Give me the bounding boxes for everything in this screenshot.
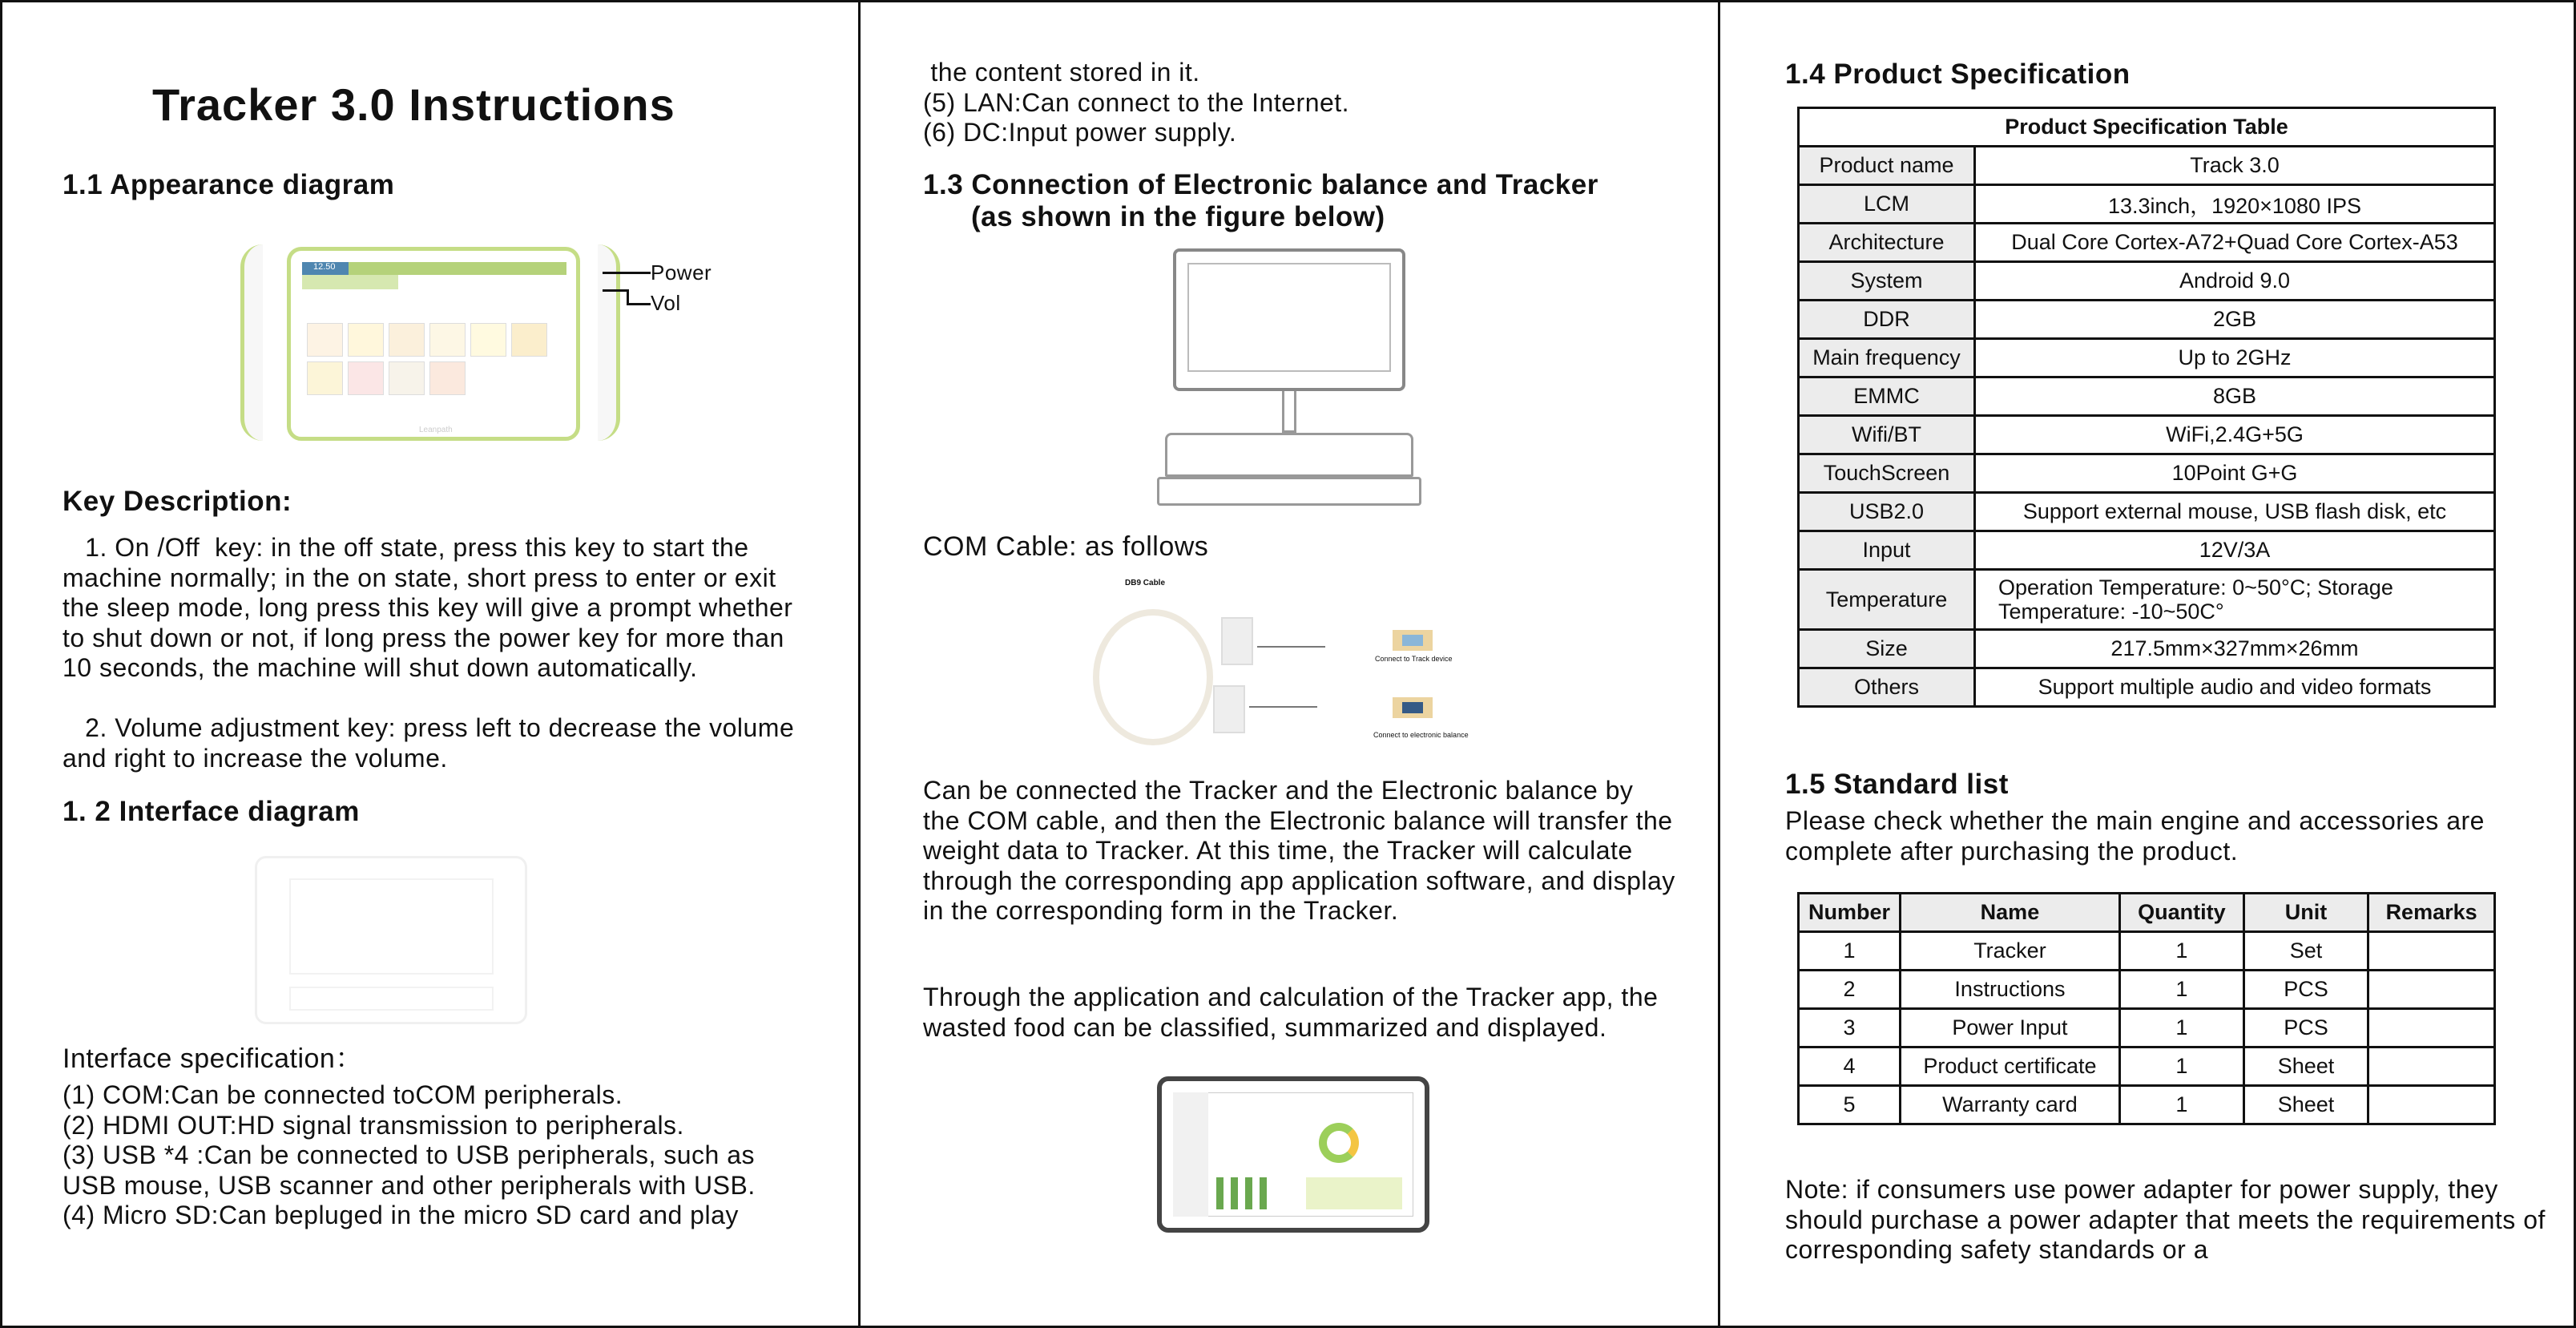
spec-value: Support external mouse, USB flash disk, etc bbox=[1975, 493, 2495, 531]
standard-list-table bbox=[1797, 892, 2496, 1125]
spec-label: Wifi/BT bbox=[1799, 416, 1975, 454]
screen-weight: 12.50 bbox=[302, 262, 349, 275]
tracker-dashboard-illustration bbox=[1157, 1076, 1429, 1233]
spec-value: Operation Temperature: 0~50°C; Storage Temperature: -10~50C° bbox=[1975, 570, 2495, 630]
spec-value: 10Point G+G bbox=[1975, 454, 2495, 493]
spec-row bbox=[1799, 185, 2495, 224]
column-3 bbox=[1720, 0, 2576, 1328]
spec-row bbox=[1799, 668, 2495, 707]
table-cell: Set bbox=[2243, 932, 2368, 971]
column-1 bbox=[0, 0, 858, 1328]
table-cell: 5 bbox=[1799, 1086, 1901, 1124]
spec-label: Size bbox=[1799, 630, 1975, 668]
spec-value: Dual Core Cortex-A72+Quad Core Cortex-A53 bbox=[1975, 224, 2495, 262]
table-row bbox=[1799, 1047, 2495, 1086]
spec-value: Android 9.0 bbox=[1975, 262, 2495, 301]
table-cell: 1 bbox=[2119, 932, 2243, 971]
column-header: Unit bbox=[2243, 894, 2368, 932]
interface-heading: 1. 2 Interface diagram bbox=[62, 796, 360, 827]
spec-label: System bbox=[1799, 262, 1975, 301]
table-cell: Sheet bbox=[2243, 1086, 2368, 1124]
spec-row bbox=[1799, 377, 2495, 416]
standard-list-intro: Please check whether the main engine and accessories are complete after purchasing the product. bbox=[1785, 806, 2485, 866]
table-cell: Warranty card bbox=[1900, 1086, 2119, 1124]
table-cell: Instructions bbox=[1900, 971, 2119, 1009]
power-label: Power bbox=[651, 260, 712, 285]
spec-value: WiFi,2.4G+5G bbox=[1975, 416, 2495, 454]
cable-label-electronic-balance: Connect to electronic balance bbox=[1373, 731, 1469, 739]
spec-row bbox=[1799, 531, 2495, 570]
interface-item: (6) DC:Input power supply. bbox=[923, 118, 1237, 147]
column-header: Quantity bbox=[2119, 894, 2243, 932]
table-cell bbox=[2368, 1047, 2495, 1086]
table-cell: 2 bbox=[1799, 971, 1901, 1009]
table-cell: Power Input bbox=[1900, 1009, 2119, 1047]
spec-value: Up to 2GHz bbox=[1975, 339, 2495, 377]
spec-value: 217.5mm×327mm×26mm bbox=[1975, 630, 2495, 668]
table-cell: PCS bbox=[2243, 971, 2368, 1009]
spec-value: 8GB bbox=[1975, 377, 2495, 416]
spec-table-title: Product Specification Table bbox=[1799, 108, 2495, 147]
table-cell bbox=[2368, 932, 2495, 971]
column-2 bbox=[861, 0, 1718, 1328]
spec-value: 13.3inch，1920×1080 IPS bbox=[1975, 185, 2495, 224]
table-cell: 1 bbox=[2119, 1047, 2243, 1086]
interface-spec-heading: Interface specification： bbox=[62, 1043, 363, 1074]
table-cell: 1 bbox=[2119, 1086, 2243, 1124]
table-cell: Tracker bbox=[1900, 932, 2119, 971]
interface-item: (2) HDMI OUT:HD signal transmission to peripherals. bbox=[62, 1110, 684, 1140]
connection-heading: 1.3 Connection of Electronic balance and Tracker bbox=[923, 169, 1598, 200]
table-cell bbox=[2368, 971, 2495, 1009]
appearance-heading: 1.1 Appearance diagram bbox=[62, 169, 395, 200]
table-cell: PCS bbox=[2243, 1009, 2368, 1047]
interface-item: the content stored in it. bbox=[923, 58, 1200, 87]
interface-item: (4) Micro SD:Can bepluged in the micro SD card and play bbox=[62, 1201, 739, 1229]
key-description-2: 2. Volume adjustment key: press left to decrease the volume and right to increase the volume. bbox=[62, 713, 802, 773]
spec-row bbox=[1799, 454, 2495, 493]
spec-value: Track 3.0 bbox=[1975, 147, 2495, 185]
table-cell bbox=[2368, 1086, 2495, 1124]
connection-paragraph-1: Can be connected the Tracker and the Electronic balance by the COM cable, and then the Electronic balance will transfer the weight data to Tracker. At this time, the Tracker will calculate through the corresponding app application software, and display in the corresponding form in the Tracker. bbox=[923, 776, 1675, 925]
spec-table bbox=[1797, 107, 2496, 708]
vol-label: Vol bbox=[651, 291, 681, 315]
column-header: Number bbox=[1799, 894, 1901, 932]
table-row bbox=[1799, 971, 2495, 1009]
spec-label: TouchScreen bbox=[1799, 454, 1975, 493]
spec-label: EMMC bbox=[1799, 377, 1975, 416]
interface-item: (3) USB *4 :Can be connected to USB peripherals, such as USB mouse, USB scanner and other peripherals with USB. bbox=[62, 1140, 756, 1200]
spec-row bbox=[1799, 301, 2495, 339]
key-description-heading: Key Description: bbox=[62, 486, 292, 517]
interface-item: (5) LAN:Can connect to the Internet. bbox=[923, 87, 1350, 117]
spec-label: Main frequency bbox=[1799, 339, 1975, 377]
brand-logo: Leanpath bbox=[419, 426, 453, 434]
table-cell: 1 bbox=[2119, 971, 2243, 1009]
spec-label: USB2.0 bbox=[1799, 493, 1975, 531]
spec-value: 2GB bbox=[1975, 301, 2495, 339]
standard-list-heading: 1.5 Standard list bbox=[1785, 769, 2009, 800]
spec-label: Architecture bbox=[1799, 224, 1975, 262]
spec-label: Others bbox=[1799, 668, 1975, 707]
com-cable-label: COM Cable: as follows bbox=[923, 531, 1209, 562]
spec-row bbox=[1799, 147, 2495, 185]
cable-label-track-device: Connect to Track device bbox=[1375, 655, 1453, 663]
interface-continued bbox=[923, 58, 1349, 148]
power-adapter-note: Note: if consumers use power adapter for power supply, they should purchase a power adapter that meets the requirements of corresponding safety standards or a bbox=[1785, 1175, 2546, 1264]
table-row bbox=[1799, 932, 2495, 971]
interface-item: (1) COM:Can be connected toCOM peripherals. bbox=[62, 1080, 623, 1109]
interface-spec-list bbox=[62, 1080, 816, 1231]
table-cell: Product certificate bbox=[1900, 1047, 2119, 1086]
spec-row bbox=[1799, 570, 2495, 630]
spec-heading: 1.4 Product Specification bbox=[1785, 59, 2131, 90]
spec-row bbox=[1799, 630, 2495, 668]
table-row bbox=[1799, 1086, 2495, 1124]
spec-value: 12V/3A bbox=[1975, 531, 2495, 570]
spec-value: Support multiple audio and video formats bbox=[1975, 668, 2495, 707]
spec-row bbox=[1799, 493, 2495, 531]
cable-title: DB9 Cable bbox=[1125, 579, 1166, 587]
spec-label: Input bbox=[1799, 531, 1975, 570]
spec-label: Product name bbox=[1799, 147, 1975, 185]
connection-heading-line2: (as shown in the figure below) bbox=[971, 201, 1385, 232]
table-cell: Sheet bbox=[2243, 1047, 2368, 1086]
document-title: Tracker 3.0 Instructions bbox=[152, 79, 675, 130]
spec-row bbox=[1799, 262, 2495, 301]
spec-row bbox=[1799, 224, 2495, 262]
table-cell: 1 bbox=[2119, 1009, 2243, 1047]
spec-label: Temperature bbox=[1799, 570, 1975, 630]
table-cell: 1 bbox=[1799, 932, 1901, 971]
spec-label: DDR bbox=[1799, 301, 1975, 339]
column-header: Name bbox=[1900, 894, 2119, 932]
table-cell: 4 bbox=[1799, 1047, 1901, 1086]
table-row bbox=[1799, 1009, 2495, 1047]
spec-label: LCM bbox=[1799, 185, 1975, 224]
spec-row bbox=[1799, 339, 2495, 377]
interface-diagram bbox=[255, 856, 527, 1024]
spec-row bbox=[1799, 416, 2495, 454]
table-cell bbox=[2368, 1009, 2495, 1047]
key-description-1: 1. On /Off key: in the off state, press this key to start the machine normally; in the on state, short press to enter or exit the sleep mode, long press this key will give a prompt whether to shut down or not, if long press the power key for more than 10 seconds, the machine will shut down automatically. bbox=[62, 533, 800, 682]
table-cell: 3 bbox=[1799, 1009, 1901, 1047]
column-header: Remarks bbox=[2368, 894, 2495, 932]
connection-paragraph-2: Through the application and calculation of the Tracker app, the wasted food can be classified, summarized and displayed. bbox=[923, 983, 1659, 1042]
